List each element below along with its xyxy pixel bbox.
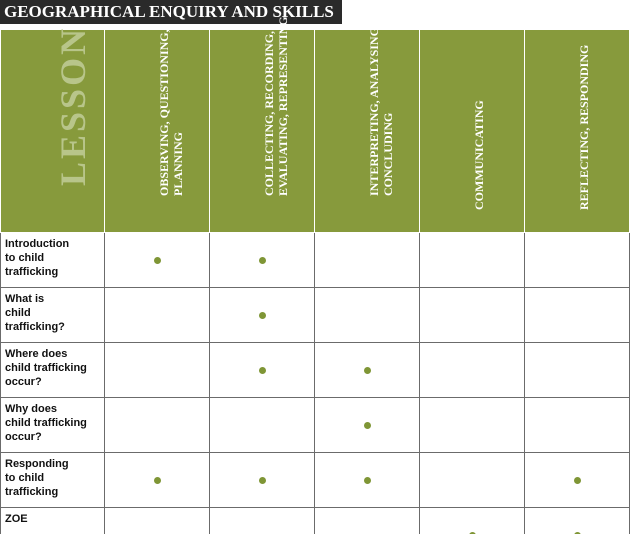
lesson-name-line: What is — [5, 293, 45, 305]
lesson-name-line: trafficking — [5, 266, 59, 278]
column-header-line: COLLECTING, RECORDING, — [262, 30, 276, 196]
lesson-name-line: Why does — [5, 403, 57, 415]
marked-dot-icon — [364, 367, 371, 374]
column-header-line: EVALUATING, REPRESENTING — [276, 16, 290, 196]
lesson-name-line: occur? — [5, 431, 42, 443]
lesson-name-cell — [1, 508, 105, 534]
lesson-column-header — [1, 25, 105, 233]
column-header-line: PLANNING — [171, 131, 185, 196]
skill-cell — [420, 453, 525, 508]
skill-cell — [105, 343, 210, 398]
column-header-collecting — [210, 16, 315, 233]
skill-cell — [210, 288, 315, 343]
lesson-name-cell — [1, 453, 105, 508]
skill-cell — [210, 508, 315, 534]
table-row — [1, 453, 630, 508]
skill-cell — [315, 288, 420, 343]
column-header-interpreting — [315, 24, 420, 233]
skill-cell — [525, 508, 630, 534]
lesson-name-cell — [1, 343, 105, 398]
table-row — [1, 288, 630, 343]
skill-cell — [315, 233, 420, 288]
lesson-name-cell — [1, 398, 105, 453]
lesson-name-line: Introduction — [5, 238, 70, 250]
lesson-name-line: to child — [5, 472, 45, 484]
marked-dot-icon — [574, 477, 581, 484]
marked-dot-icon — [364, 422, 371, 429]
column-header-communicating — [420, 30, 525, 233]
skill-cell — [315, 343, 420, 398]
column-header-reflecting — [525, 30, 630, 233]
lesson-name-line: child trafficking — [5, 362, 87, 374]
skill-cell — [420, 508, 525, 534]
lesson-name-line: to child — [5, 252, 45, 264]
marked-dot-icon — [259, 367, 266, 374]
skill-cell — [420, 398, 525, 453]
skill-cell — [420, 233, 525, 288]
skill-cell — [525, 343, 630, 398]
lesson-name-line: occur? — [5, 376, 42, 388]
lesson-name-line: ZOE — [5, 513, 28, 525]
skills-table — [0, 16, 630, 534]
skill-cell — [420, 343, 525, 398]
table-row — [1, 508, 630, 534]
skill-cell — [525, 233, 630, 288]
skill-cell — [525, 453, 630, 508]
marked-dot-icon — [259, 257, 266, 264]
skill-cell — [315, 508, 420, 534]
skill-cell — [105, 233, 210, 288]
skill-cell — [105, 508, 210, 534]
lesson-name-line: Where does — [5, 348, 68, 360]
lesson-name-line: trafficking? — [5, 321, 65, 333]
table-row — [1, 233, 630, 288]
skill-cell — [420, 288, 525, 343]
column-header-observing — [105, 30, 210, 233]
lesson-name-line: trafficking — [5, 486, 59, 498]
marked-dot-icon — [259, 477, 266, 484]
skill-cell — [210, 453, 315, 508]
skill-cell — [105, 398, 210, 453]
skill-cell — [210, 343, 315, 398]
skill-cell — [105, 453, 210, 508]
lesson-name-line: Responding — [5, 458, 69, 470]
lesson-label: LESSON — [52, 25, 93, 186]
skill-cell — [315, 453, 420, 508]
table-row — [1, 398, 630, 453]
skill-cell — [525, 288, 630, 343]
column-header-line: COMMUNICATING — [472, 100, 486, 210]
lesson-name-cell — [1, 288, 105, 343]
skill-cell — [525, 398, 630, 453]
page-title: GEOGRAPHICAL ENQUIRY AND SKILLS — [0, 0, 342, 24]
marked-dot-icon — [154, 257, 161, 264]
column-header-line: INTERPRETING, ANALYSING, — [367, 24, 381, 196]
lesson-name-line: child — [5, 307, 31, 319]
lesson-name-cell — [1, 233, 105, 288]
skill-cell — [210, 233, 315, 288]
skill-cell — [105, 288, 210, 343]
header-row — [1, 30, 630, 233]
table-row — [1, 343, 630, 398]
skill-cell — [210, 398, 315, 453]
lesson-name-line: child trafficking — [5, 417, 87, 429]
marked-dot-icon — [259, 312, 266, 319]
skill-cell — [315, 398, 420, 453]
column-header-line: REFLECTING, RESPONDING — [577, 44, 591, 210]
column-header-line: OBSERVING, QUESTIONING, — [157, 29, 171, 196]
marked-dot-icon — [364, 477, 371, 484]
column-header-line: CONCLUDING — [381, 112, 395, 196]
marked-dot-icon — [154, 477, 161, 484]
